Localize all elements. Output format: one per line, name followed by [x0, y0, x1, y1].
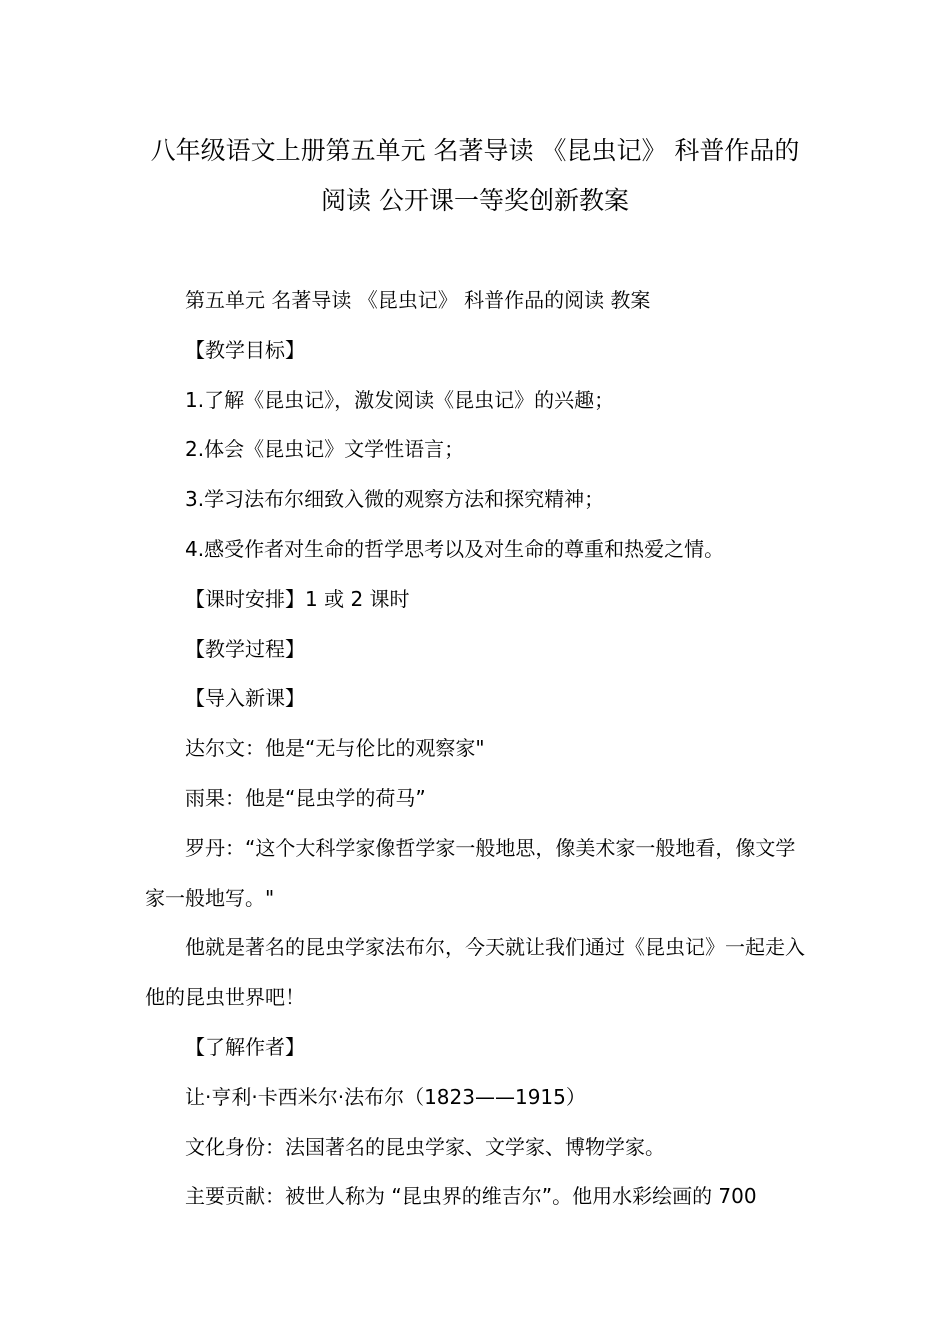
quote-paragraph: 达尔文：他是“无与伦比的观察家" — [185, 736, 485, 761]
paragraph-heading: 第五单元 名著导读 《昆虫记》 科普作品的阅读 教案 — [185, 288, 651, 312]
quote-paragraph: 雨果：他是“昆虫学的荷马” — [185, 785, 426, 810]
body-paragraph: 他就是著名的昆虫学家法布尔，今天就让我们通过《昆虫记》一起走入他的昆虫世界吧！ — [145, 935, 805, 1010]
goal-item: 1.了解《昆虫记》，激发阅读《昆虫记》的兴趣； — [185, 387, 615, 412]
goal-item: 4.感受作者对生命的哲学思考以及对生命的尊重和热爱之情。 — [185, 536, 725, 561]
section-teaching-process: 【教学过程】 — [185, 636, 305, 661]
section-about-author: 【了解作者】 — [185, 1034, 305, 1059]
section-teaching-goals: 【教学目标】 — [185, 337, 305, 362]
author-name: 让·亨利·卡西米尔·法布尔（1823——1915） — [185, 1084, 586, 1109]
document-title: 八年级语文上册第五单元 名著导读 《昆虫记》 科普作品的阅读 公开课一等奖创新教案 — [150, 136, 800, 215]
quote-paragraph: 罗丹：“这个大科学家像哲学家一般地思，像美术家一般地看，像文学家一般地写。" — [145, 835, 796, 910]
author-identity: 文化身份：法国著名的昆虫学家、文学家、博物学家。 — [185, 1134, 665, 1159]
document-body — [145, 276, 807, 1222]
goal-item: 2.体会《昆虫记》文学性语言； — [185, 437, 465, 462]
author-contribution: 主要贡献：被世人称为 “昆虫界的维吉尔”。他用水彩绘画的 700 — [185, 1184, 757, 1209]
goal-item: 3.学习法布尔细致入微的观察方法和探究精神； — [185, 487, 605, 512]
section-introduction: 【导入新课】 — [185, 686, 305, 711]
section-schedule: 【课时安排】1 或 2 课时 — [185, 586, 410, 611]
